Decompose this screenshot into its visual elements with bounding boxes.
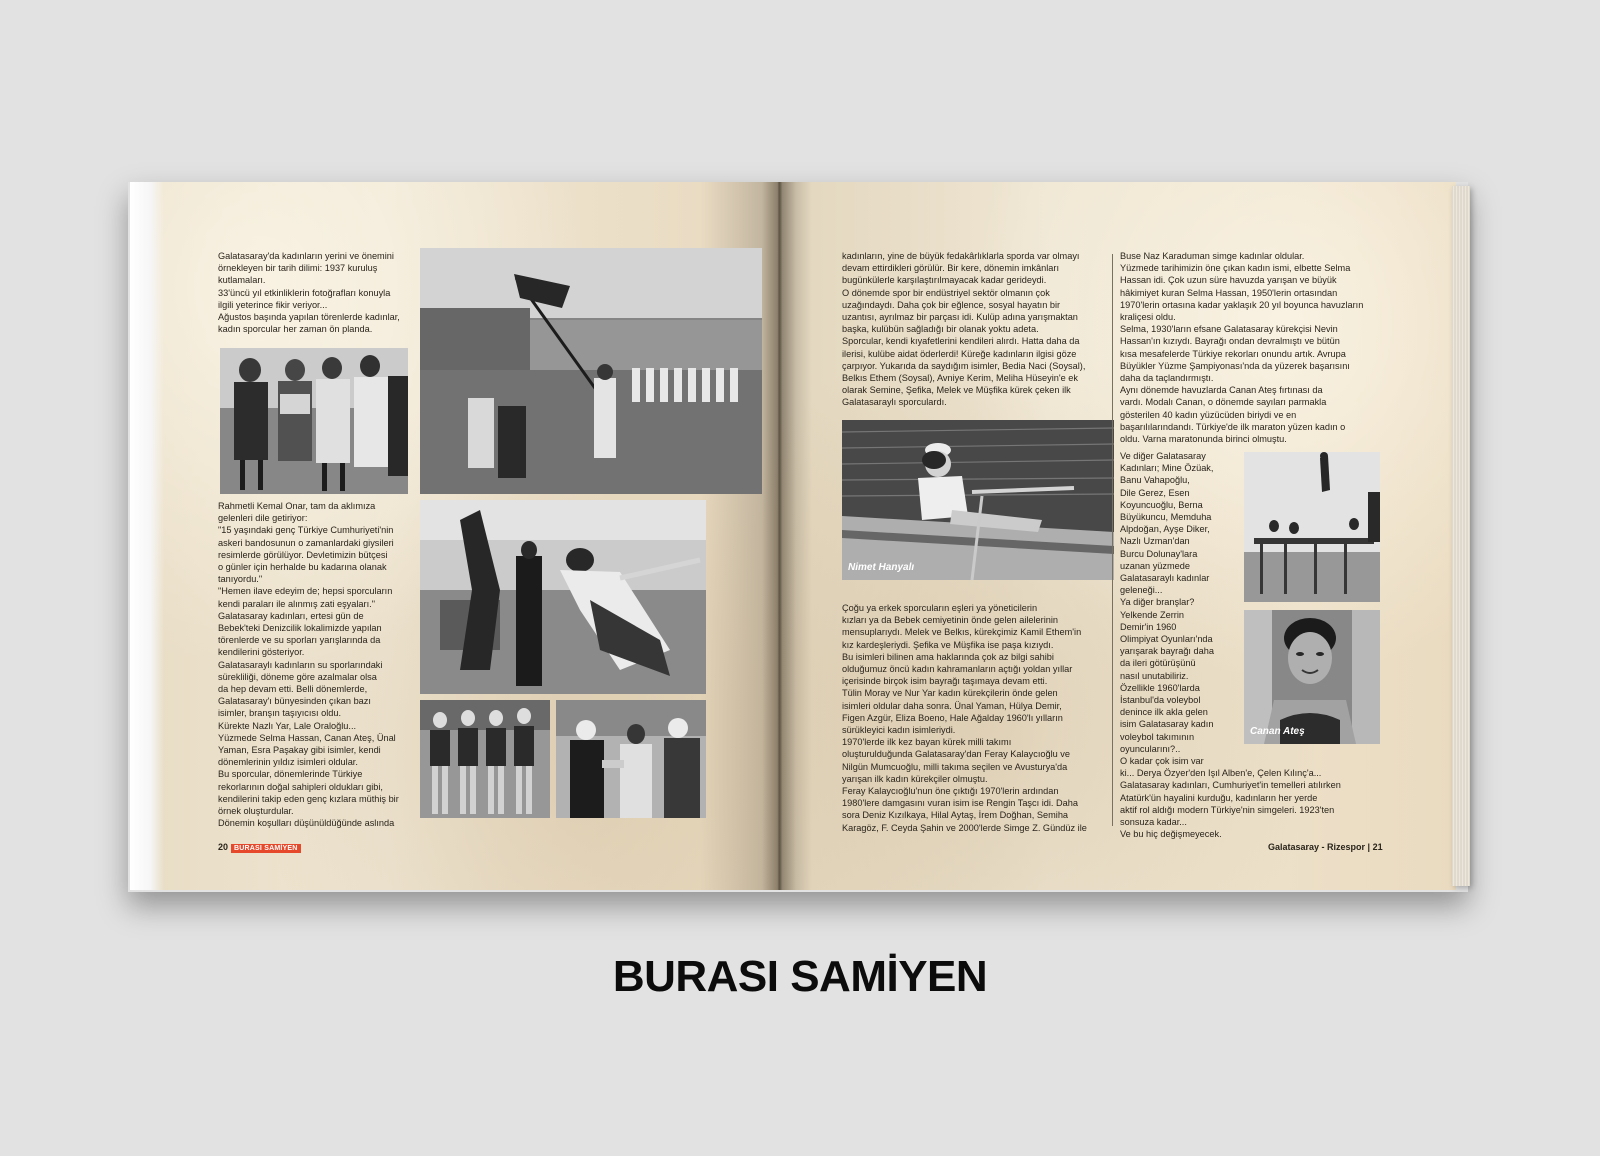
left-folio (218, 842, 301, 853)
caption-swimmer: Canan Ateş (1250, 726, 1305, 737)
photo-women-group (220, 348, 408, 494)
right-col1-bottom-text: Çoğu ya erkek sporcuların eşleri ya yöneticilerin kızları ya da Bebek cemiyetinin önde gelen ailelerinin mensuplarıydı. Melek ve Belkıs, kürekçimiz Kamil Ethem'in kız kardeşleriydi. Şefika ve Müşfika ise paşa kızıydı. Bu isimleri bilinen ama haklarında çok az bilgi sahibi olduğumuz öncü kadın kahramanların açtığı yoldan yıllar içerisinde birçok isim bayrağı taşımaya devam etti. Tülin Moray ve Nur Yar kadın kürekçilerin önde gelen isimleri oldular daha sonra. Ünal Yaman, Hülya Demir, Figen Azgür, Eliza Boeno, Hale Ağalday 1960'lı yılların sürükleyici kadın isimleriydi. 1970'lerde ilk kez bayan kürek milli takımı oluşturulduğunda Galatasaray'dan Feray Kalaycıoğlu ve Nilgün Mumcuoğlu, milli takıma seçilen ve Avusturya'da yarışan ilk kadın kürekçiler olmuştu. Feray Kalaycıoğlu'nun öne çıktığı 1970'lerin ardından 1980'lere damgasını vuran isim ise Rengin Taşcı idi. Daha sora Deniz Kızılkaya, Hilal Aytaş, İrem Doğhan, Semiha Karagöz, F. Ceyda Şahin ve 2000'lerde Simge Z. Gündüz ile (842, 603, 1087, 833)
brand-title: BURASI SAMİYEN (612, 952, 988, 1001)
photo-flag-parade (420, 248, 762, 494)
photo-diver (1244, 452, 1380, 602)
left-body-text: Rahmetli Kemal Onar, tam da aklımıza gelenleri dile getiriyor: "15 yaşındaki genç Türkiye Cumhuriyeti'nin askeri bandosunun o zamanlardaki giysileri resimlerde görülüyor. Devletimizin bütçesi o günler için herhalde bu kadarına olanak tanıyordu." "Hemen ilave edeyim de; hepsi sporcuların kendi paraları ile alınmış zati eşyaları." Galatasaray kadınları, ertesi gün de Bebek'teki Denizcilik lokalimizde yapılan törenlerde ve su sporları yarışlarında da kendilerini gösteriyor. Galatasaraylı kadınların su sporlarındaki sürekliliği, döneme göre azalmalar olsa da hep devam etti. Belli dönemlerde, Galatasaray'ı bünyesinden çıkan bazı isimler, branşın taşıyıcısı oldu. Kürekte Nazlı Yar, Lale Oraloğlu... Yüzmede Selma Hassan, Canan Ateş, Ünal Yaman, Esra Paşakay gibi isimler, kendi dönemlerinin yıldız isimleri oldular. Bu sporcular, dönemlerinde Türkiye rekorlarının doğal sahipleri oldukları gibi, kendilerini takip eden genç kızlara müthiş bir örnek oluşturdular. Dönemin koşulları düşünüldüğünde aslında (218, 501, 399, 829)
page-edge-stack (1452, 186, 1470, 886)
photo-ceremony (556, 700, 706, 818)
right-col1-top-text: kadınların, yine de büyük fedakârlıklarla sporda var olmayı devam ettirdikleri görülür. Bir kere, dönemin imkânları bugünkülerle karşılaştırılmayacak kadar gerideydi. O dönemde spor bir endüstriyel sektör olmanın çok uzağındaydı. Daha çok bir eğlence, sosyal hayatın bir uzantısı, ayrılmaz bir parçası idi. Kulüp adına yarışmaktan başka, kulübün sağladığı bir olanak yoktu adeta. Sporcular, kendi kıyafetlerini kendileri alırdı. Hatta daha da ilerisi, kulübe aidat öderlerdi! Küreğe kadınların ilgisi göze çarpıyor. Yukarıda da saydığım isimler, Bedia Naci (Soysal), Belkıs Ethem (Soysal), Avniye Kerim, Meliha Hüseyin'e ek olarak Semine, Şefika, Melek ve Müşfika kürek çeken ilk Galatasaraylı sporculardı. (842, 251, 1086, 408)
book-spine (762, 182, 796, 890)
caption-rower: Nimet Hanyalı (848, 562, 915, 573)
photo-swimmer-portrait (1244, 610, 1380, 744)
left-page-number: 20 (218, 842, 229, 852)
left-page (130, 182, 778, 890)
right-page (778, 182, 1456, 890)
right-folio: Galatasaray - Rizespor | 21 (1268, 842, 1383, 852)
right-col2-narrow-text: Ve diğer Galatasaray Kadınları; Mine Özüak, Banu Vahapoğlu, Dile Gerez, Esen Koyuncuoğlu, Berna Büyükuncu, Memduha Alpdoğan, Ayşe Diker, Nazlı Uzman'dan Burcu Dolunay'lara uzanan yüzmede Galatasaraylı kadınlar geleneği... Ya diğer branşlar? Yelkende Zerrin Demir'in 1960 Olimpiyat Oyunları'nda yarışarak bayrağı daha da ileri götürüşünü nasıl unutabiliriz. Özellikle 1960'larda İstanbul'da voleybol denince ilk akla gelen isim Galatasaray kadın voleybol takımının oyuncularını?.. O kadar çok isim var ki... Derya Özyer'den Işıl Alben'e, Çelen Kılınç'a... Galatasaray kadınları, Cumhuriyet'in temelleri atılırken Atatürk'ün hayalini kurduğu, kadınların her yerde aktif rol aldığı modern Türkiye'nin simgeleri. 1923'ten sonsuza kadar... Ve bu hiç değişmeyecek. (1120, 451, 1341, 840)
column-rule (1112, 254, 1113, 826)
photo-gymnastics (420, 500, 706, 694)
left-page-badge: BURASI SAMİYEN (231, 844, 300, 853)
photo-rower (842, 420, 1114, 580)
photo-swimsuits (420, 700, 550, 818)
left-intro-text: Galatasaray'da kadınların yerini ve önemini örnekleyen bir tarih dilimi: 1937 kuruluş kutlamaları. 33'üncü yıl etkinliklerin fotoğrafları konuyla ilgili yeterince fikir veriyor... Ağustos başında yapılan törenlerde kadınlar, kadın sporcular her zaman ön planda. (218, 251, 400, 335)
right-col2-top-text: Buse Naz Karaduman simge kadınlar oldular. Yüzmede tarihimizin öne çıkan kadın ismi, elbette Selma Hassan idi. Çok uzun süre havuzda yarışan ve büyük hâkimiyet kuran Selma Hassan, 1950'lerin ortasından 1970'lerin ortasına kadar yaklaşık 20 yıl boyunca havuzların kraliçesi oldu. Selma, 1930'ların efsane Galatasaray kürekçisi Nevin Hassan'ın kızıydı. Bayrağı ondan devralmıştı ve bütün kısa mesafelerde Türkiye rekorları onundu artık. Avrupa Büyükler Yüzme Şampiyonası'nda da yüzerek başarısını daha da taçlandırmıştı. Aynı dönemde havuzlarda Canan Ateş fırtınası da vardı. Modalı Canan, o dönemde sayıları parmakla gösterilen 40 kadın yüzücüden biriydi ve en başarılılarındandı. Türkiye'de ilk maraton yüzen kadın o oldu. Varna maratonunda birinci olmuştu. (1120, 251, 1364, 445)
